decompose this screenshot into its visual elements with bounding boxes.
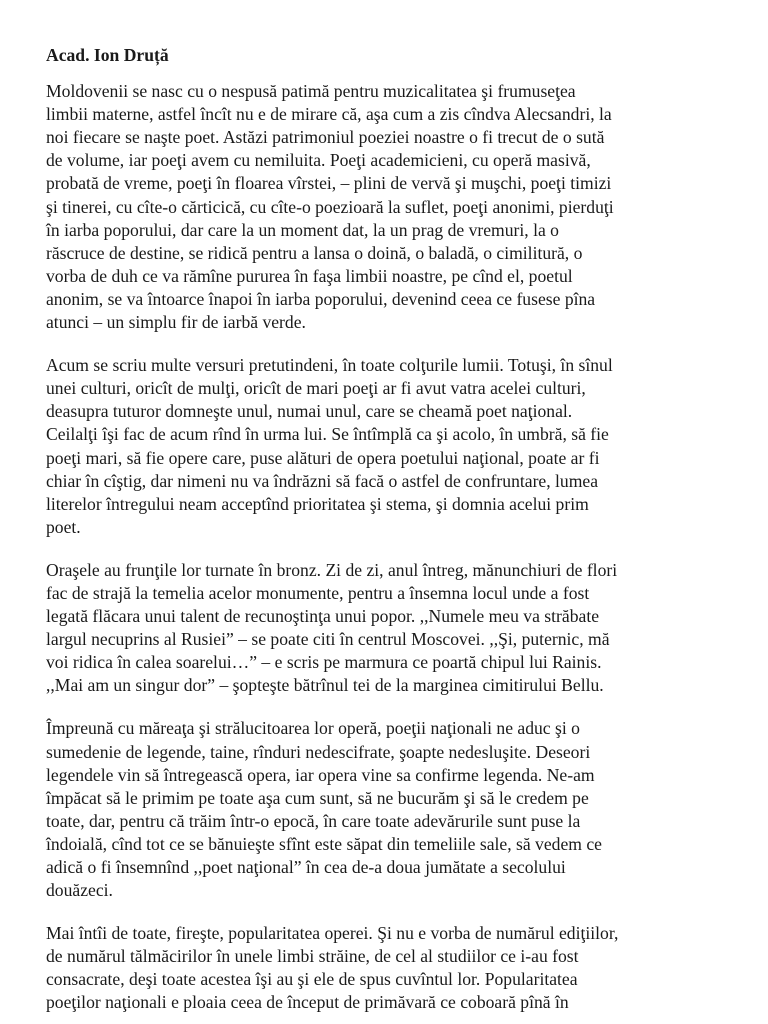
text-line: unei culturi, oricît de mulţi, oricît de mari poeţi ar fi avut vatra acelei culturi, <box>46 378 586 399</box>
text-line: îndoială, cînd tot ce se bănuieşte sfînt este săpat din temeliile sale, să vedem ce <box>46 833 602 854</box>
text-line: deasupra tuturor domneşte unul, numai unul, care se cheamă poet naţional. <box>46 401 573 422</box>
text-line: vorba de duh ce va rămîne pururea în faşa limbii noastre, pe cînd el, poetul <box>46 265 573 286</box>
text-line: fac de strajă la temelia acelor monumente, pentru a însemna locul unde a fost <box>46 582 590 603</box>
text-line: largul necuprins al Rusiei” – se poate citi în centrul Moscovei. ,,Şi, puternic, mă <box>46 629 610 650</box>
text-line: de numărul tălmăcirilor în unele limbi străine, de cel al studiilor ce i-au fost <box>46 946 579 967</box>
paragraph <box>46 922 726 1014</box>
text-line: legendele vin să întregească opera, iar opera vine sa confirme legenda. Ne-am <box>46 764 595 785</box>
text-line: Împreună cu măreaţa şi strălucitoarea lor operă, poeţii naţionali ne aduc şi o <box>46 718 580 739</box>
text-line: limbii materne, astfel încît nu e de mirare că, aşa cum a zis cîndva Alecsandri, la <box>46 104 612 125</box>
text-line: voi ridica în calea soarelui…” – e scris pe marmura ce poartă chipul lui Rainis. <box>46 652 602 673</box>
text-line: atunci – un simplu fir de iarbă verde. <box>46 312 306 333</box>
text-line: toate, dar, pentru că trăim într-o epocă, în care toate adevărurile sunt puse la <box>46 810 581 831</box>
text-line: Acum se scriu multe versuri pretutindeni, în toate colţurile lumii. Totuşi, în sînul <box>46 355 613 376</box>
text-line: poeţi mari, să fie opere care, puse alături de opera poetului naţional, poate ar fi <box>46 447 600 468</box>
text-line: în iarba poporului, dar care la un moment dat, la un prag de vremuri, la o <box>46 219 559 240</box>
text-line: sumedenie de legende, taine, rînduri nedescifrate, şoapte nedesluşite. Deseori <box>46 741 591 762</box>
text-line: Oraşele au frunţile lor turnate în bronz. Zi de zi, anul întreg, mănunchiuri de flori <box>46 559 618 580</box>
text-line: de volume, iar poeţi avem cu nemiluita. Poeţi academicieni, cu operă masivă, <box>46 150 591 171</box>
text-line: împăcat să le primim pe toate aşa cum sunt, să ne bucurăm şi să le credem pe <box>46 787 589 808</box>
text-line: consacrate, deşi toate acestea îşi au şi ele de spus cuvîntul lor. Popularitatea <box>46 969 578 990</box>
author-heading: Acad. Ion Druță <box>46 45 169 65</box>
text-line: legată flăcara unui talent de recunoştinţa unui popor. ,,Numele meu va străbate <box>46 606 600 627</box>
text-line: anonim, se va întoarce înapoi în iarba poporului, devenind ceea ce fusese pîna <box>46 288 596 309</box>
paragraph <box>46 354 726 539</box>
text-line: poet. <box>46 516 81 537</box>
text-line: Moldovenii se nasc cu o nespusă patimă pentru muzicalitatea şi frumuseţea <box>46 81 576 102</box>
text-line: chiar în cîştig, dar nimeni nu va îndrăzni să facă o astfel de confruntare, lumea <box>46 470 599 491</box>
paragraph <box>46 717 726 902</box>
text-line: probată de vreme, poeţi în floarea vîrstei, – plini de vervă şi muşchi, poeţi timizi <box>46 173 612 194</box>
text-line: poeţilor naţionali e ploaia ceea de început de primăvară ce coboară pînă în <box>46 992 569 1013</box>
document-body <box>46 44 726 1024</box>
text-line: răscruce de destine, se ridică pentru a lansa o doină, o baladă, o cimilitură, o <box>46 242 583 263</box>
text-line: douăzeci. <box>46 880 113 901</box>
paragraph <box>46 80 726 334</box>
paragraph <box>46 559 726 698</box>
text-line: Mai întîi de toate, fireşte, popularitatea operei. Şi nu e vorba de numărul ediţiilor, <box>46 923 619 944</box>
text-line: Ceilalţi îşi fac de acum rînd în urma lui. Se întîmplă ca şi acolo, în umbră, să fie <box>46 424 609 445</box>
paragraphs-container <box>46 80 726 1014</box>
text-line: noi fiecare se naşte poet. Astăzi patrimoniul poeziei noastre o fi trecut de o sută <box>46 127 605 148</box>
text-line: adică o fi însemnînd ,,poet naţional” în cea de-a doua jumătate a secolului <box>46 857 566 877</box>
text-line: literelor întregului neam acceptînd prioritatea şi stema, şi domnia acelui prim <box>46 493 589 514</box>
text-line: ,,Mai am un singur dor” – şopteşte bătrînul tei de la marginea cimitirului Bellu. <box>46 675 604 696</box>
text-line: şi tinerei, cu cîte-o cărticică, cu cîte-o poezioară la suflet, poeţi anonimi, pierduţi <box>46 196 614 217</box>
